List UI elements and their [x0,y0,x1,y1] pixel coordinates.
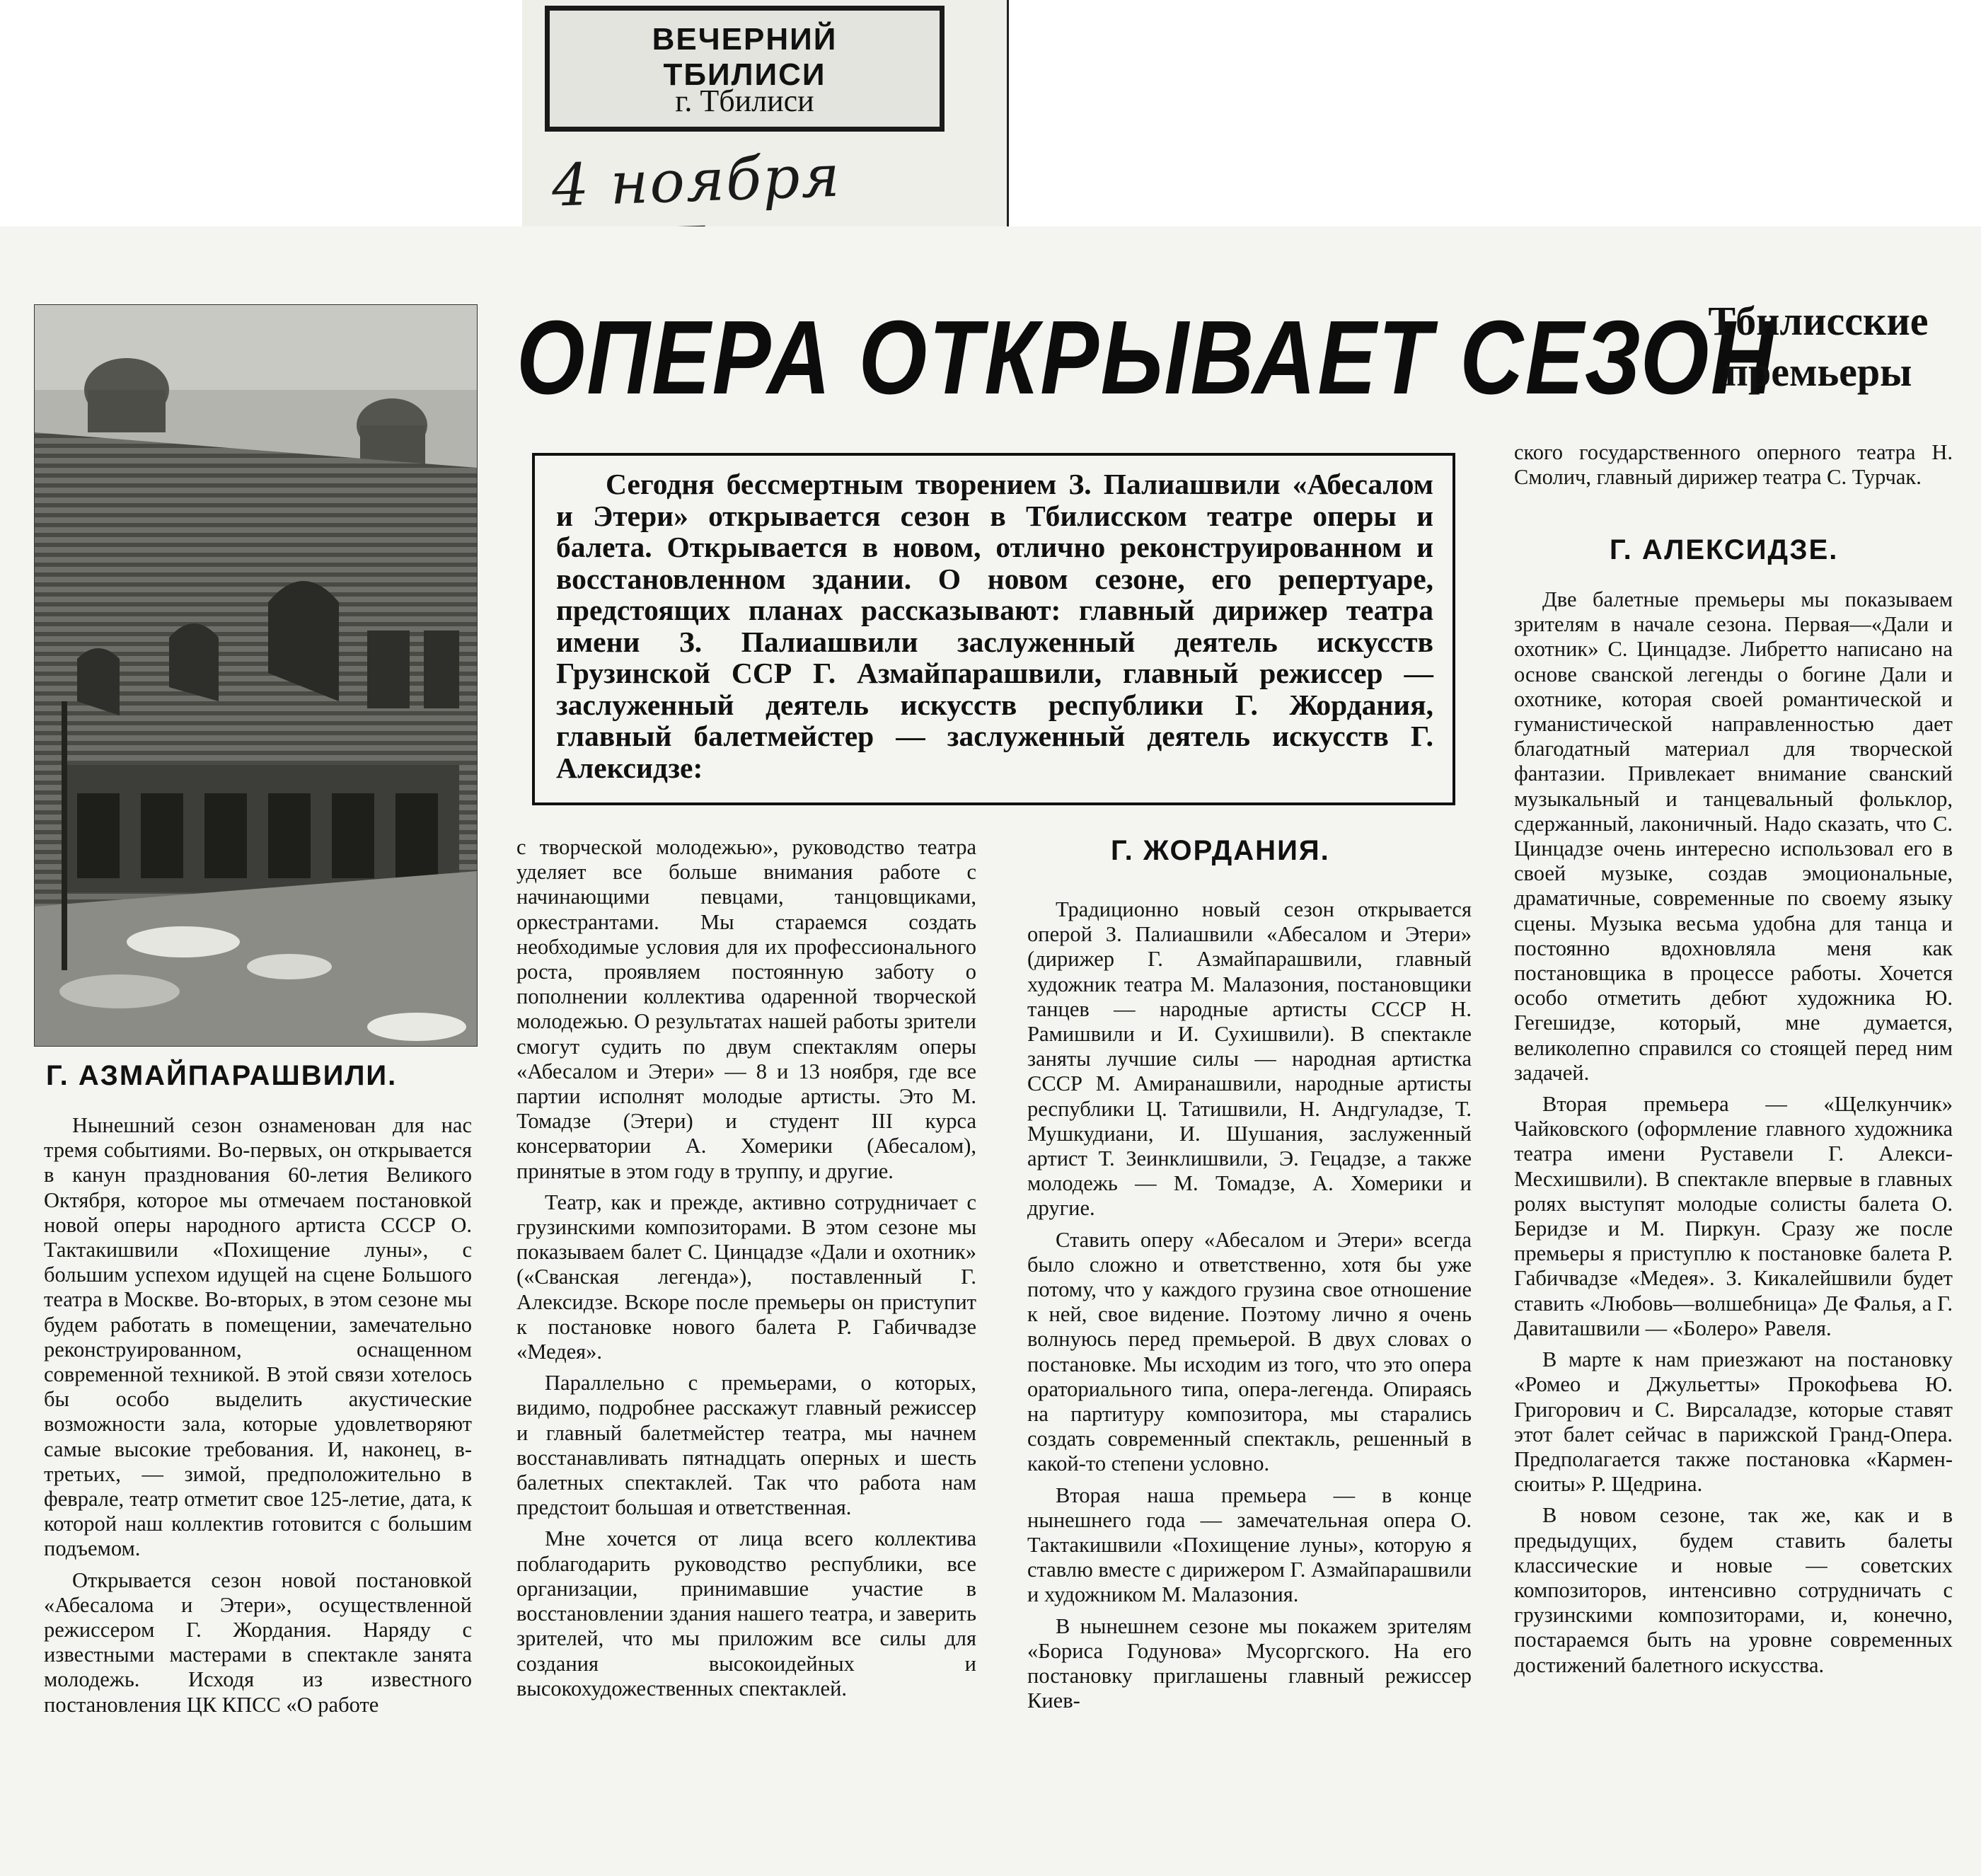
subtitle-line1: Тбилисские [1708,298,1929,344]
column-4-continuation [1514,440,1953,496]
column-3-paragraph: Традиционно новый сезон открывается оперой З. Палиашвили «Абесалом и Этери» (дирижер Г. Азмайпарашвили, главный художник театра М. Малазония, постановщики танцев — народные артисты СССР Н. Рамишвили и И. Сухишвили). В спектакле заняты лучшие силы — народная артистка СССР М. Амиранашвили, народные артисты республики Ц. Татишвили, Н. Андгуладзе, Т. Мушкудиани, И. Шушания, заслуженный артист Т. Зеинклишвили, Э. Гецадзе, а также молодежь — М. Томадзе, А. Хомерики и другие. [1027,897,1472,1221]
column-1-paragraph: Открывается сезон новой постановкой «Абесалома и Этери», осуществленной режиссером Г. Жордания. Наряду с известными мастерами в спектакле занята молодежь. Исходя из известного постановления ЦК КПСС «О работе [44,1567,472,1717]
column-4-paragraph: В новом сезоне, так же, как и в предыдущих, будем ставить балеты классические и новые — советских композиторов, интенсивно сотрудничать с грузинскими композиторами, и, конечно, постараемся быть на уровне современных достижений балетного искусства. [1514,1503,1953,1677]
headline-title: ОПЕРА ОТКРЫВАЕТ СЕЗОН [516,299,1777,416]
column-2-paragraph: Театр, как и прежде, активно сотрудничает с грузинскими композиторами. В этом сезоне мы показываем балет С. Цинцадзе «Дали и охотник» («Сванская легенда»), поставленный Г. Алексидзе. Вскоре после премьеры он приступит к постановке нового балета Р. Габичвадзе «Медея». [516,1190,976,1364]
column-2 [516,835,976,1708]
stamp-title: ВЕЧЕРНИЙ ТБИЛИСИ [652,22,838,92]
column-4-paragraph: Вторая премьера — «Щелкунчик» Чайковского (оформление главного художника театра имени Руставели Г. Алекси-Месхишвили). В спектакле впервые в главных ролях выступят молодые солисты балета О. Беридзе и М. Пиркун. Сразу же после премьеры я приступлю к постановке балета Р. Габичвадзе «Медея». З. Кикалейшвили будет ставить «Любовь—волшебница» Де Фалья, а Г. Давиташвили — «Болеро» Равеля. [1514,1092,1953,1340]
column-3-paragraph: Вторая наша премьера — в конце нынешнего года — замечательная опера О. Тактакишвили «Похищение луны», которую я ставлю вместе с дирижером Г. Азмайпарашвили и художником М. Малазония. [1027,1483,1472,1607]
column-1-paragraph: Нынешний сезон ознаменован для нас тремя событиями. Во-первых, он открывается в канун празднования 60-летия Великого Октября, которое мы отмечаем постановкой новой оперы народного артиста СССР О. Тактакишвили «Похищение луны», с большим успехом идущей на сцене Большого театра в Москве. Во-вторых, в этом сезоне мы будем работать в помещении, замечательно реконструированном, оснащенном современной техникой. В этой связи хотелось бы особо выделить акустические возможности зала, которые удовлетворяют самые высокие требования. И, наконец, в-третьих, — зимой, предположительно в феврале, театр отметит свое 125-летие, дата, к которой наш коллектив готовится с большим подъемом. [44,1113,472,1561]
column-4-continuation-text: ского государственного оперного театра Н. Смолич, главный дирижер театра С. Турчак. [1514,440,1953,490]
building-illustration [35,305,477,1046]
column-3-paragraph: В нынешнем сезоне мы покажем зрителям «Бориса Годунова» Мусоргского. На его постановку приглашены главный режиссер Киев- [1027,1613,1472,1713]
column-2-paragraph: Параллельно с премьерами, о которых, видимо, подробнее расскажут главный режиссер и главный балетмейстер театра, мы начнем восстанавливать пятнадцать оперных и шесть балетных спектаклей. Так что работа нам предстоит большая и ответственная. [516,1371,976,1520]
column-1 [44,1113,472,1724]
column-3 [1027,897,1472,1720]
column-2-paragraph: с творческой молодежью», руководство театра уделяет все больше внимания работе с начинающими певцами, танцовщиками, оркестрантами. Мы стараемся создать необходимые условия для их профессионального роста, проявляем постоянную заботу о пополнении коллектива одаренной творческой молодежью. О результатах нашей работы зрители смогут судить по двум спектаклям оперы «Абесалом и Этери» — 8 и 13 ноября, где все партии исполнят молодые артисты. Это М. Томадзе (Этери) и студент III курса консерватории А. Хомерики (Абесалом), принятые в этом году в труппу, и другие. [516,835,976,1183]
column-2-paragraph: Мне хочется от лица всего коллектива поблагодарить руководство республики, все организации, принимавшие участие в восстановлении здания нашего театра, и заверить зрителей, что мы приложим все силы для создания высокоидейных и высокохудожественных спектаклей. [516,1526,976,1701]
stamp-city: г. Тбилиси [675,84,814,118]
column-4 [1514,587,1953,1684]
handwritten-date: 4 ноября [550,142,843,220]
opera-house-photo [34,304,478,1047]
intro-box [532,453,1455,805]
byline-zhordania: Г. ЖОРДАНИЯ. [1111,835,1330,866]
subtitle-line2: премьеры [1724,349,1912,395]
headline-subtitle [1677,296,1960,409]
newspaper-stamp [545,6,945,132]
byline-azmaiparashvili: Г. АЗМАЙПАРАШВИЛИ. [46,1060,398,1091]
byline-aleksidze: Г. АЛЕКСИДЗЕ. [1610,534,1839,565]
column-4-paragraph: В марте к нам приезжают на постановку «Ромео и Джульетты» Прокофьева Ю. Григорович и С. Вирсаладзе, которые ставят этот балет сейчас в парижской Гранд-Опера. Предполагается также постановка «Кармен-сюиты» Р. Щедрина. [1514,1347,1953,1497]
column-3-paragraph: Ставить оперу «Абесалом и Этери» всегда было сложно и ответственно, хотя бы уже потому, что у каждого грузина свое отношение к ней, свое видение. Поэтому лично я очень волнуюсь перед премьерой. В двух словах о постановке. Мы исходим из того, что это опера ораториального типа, опера-легенда. Опираясь на партитуру композитора, мы старались создать современный спектакль, решенный в какой-то степени условно. [1027,1227,1472,1476]
intro-text: Сегодня бессмертным творением З. Палиашвили «Абесалом и Этери» открывается сезон в Тбилисском театре оперы и балета. Открывается в новом, отлично реконструированном и восстановленном здании. О новом сезоне, его репертуаре, предстоящих планах рассказывают: главный дирижер театра имени З. Палиашвили заслуженный деятель искусств Грузинской ССР Г. Азмайпарашвили, главный режиссер — заслуженный деятель искусств республики Г. Жордания, главный балетмейстер — заслуженный деятель искусств Г. Алексидзе: [556,468,1433,784]
column-4-paragraph: Две балетные премьеры мы показываем зрителям в начале сезона. Первая—«Дали и охотник» С. Цинцадзе. Либретто написано на основе сванской легенды о богине Дали и охотнике, которая своей романтической и гуманистической направленностью дает благодатный материал для творческой фантазии. Привлекает внимание сванский музыкальный и танцевальный фольклор, сдержанный, лаконичный. Надо сказать, что С. Цинцадзе очень интересно использовал его в своей музыке, создав эмоциональные, драматичные, современные по своему языку сцены. Музыка весьма удобна для танца и постоянно вдохновляла меня как постановщика в процессе работы. Хочется особо отметить дебют художника Ю. Гегешидзе, который, мне думается, великолепно справился со стоящей перед ним задачей. [1514,587,1953,1085]
